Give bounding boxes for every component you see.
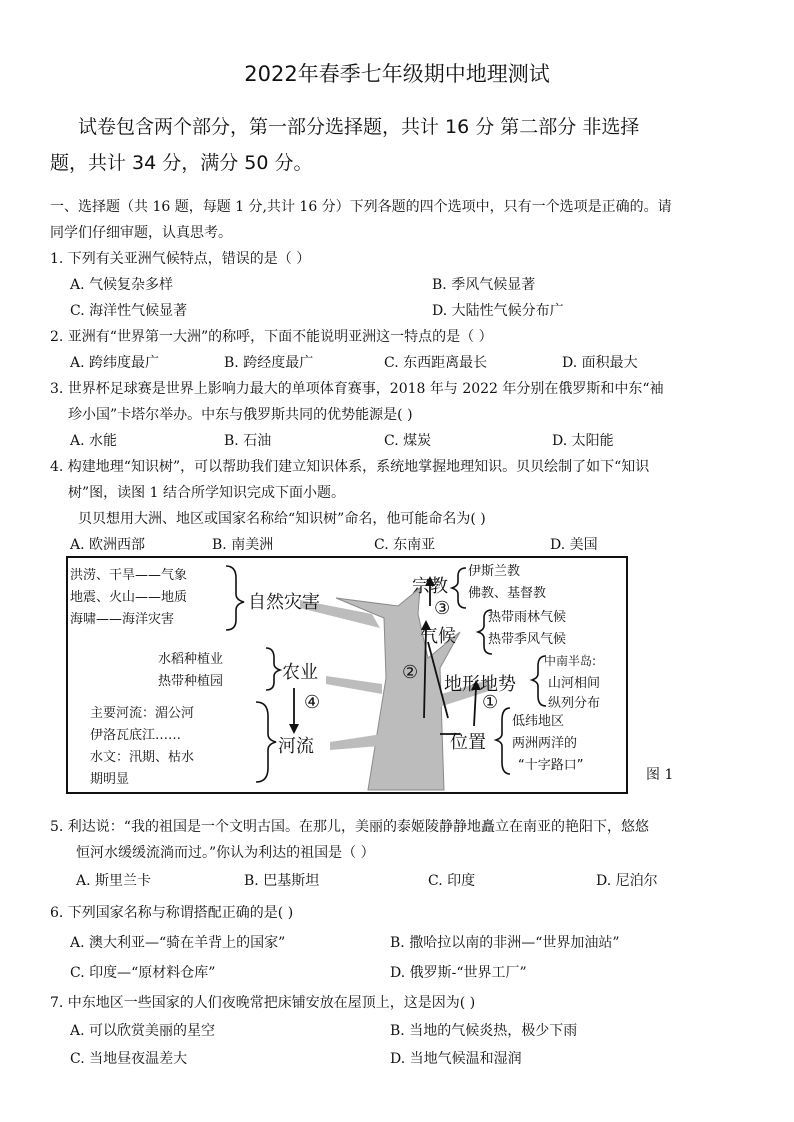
branch-rivers: 河流 bbox=[278, 736, 314, 757]
river-text-obvious: 期明显 bbox=[90, 772, 130, 787]
disaster-text-geological: 地震、火山——地质 bbox=[70, 590, 188, 605]
q1-option-c[interactable]: C. 海洋性气候显著 bbox=[70, 303, 188, 319]
knowledge-tree-figure bbox=[66, 556, 628, 794]
branch-natural-disaster: 自然灾害 bbox=[248, 592, 320, 613]
position-text-two-continents: 两洲两洋的 bbox=[512, 736, 578, 751]
q6-option-b[interactable]: B. 撒哈拉以南的非洲—“世界加油站” bbox=[390, 935, 620, 951]
brace-agriculture bbox=[266, 648, 280, 690]
q6-option-a[interactable]: A. 澳大利亚—“骑在羊背上的国家” bbox=[70, 935, 286, 951]
brace-position bbox=[496, 708, 510, 774]
branch-position: 位置 bbox=[450, 732, 486, 753]
q3-option-a[interactable]: A. 水能 bbox=[70, 433, 118, 449]
section-header-line-1: 一、选择题（共 16 题，每题 1 分,共计 16 分）下列各题的四个选项中，只有一个选项是正确的。请 bbox=[50, 199, 672, 215]
branch-agriculture: 农业 bbox=[282, 662, 318, 683]
q3-option-b[interactable]: B. 石油 bbox=[224, 433, 272, 449]
branch-climate: 气候 bbox=[420, 626, 456, 647]
q2-option-a[interactable]: A. 跨纬度最广 bbox=[70, 355, 160, 371]
terrain-text-longitudinal: 纵列分布 bbox=[548, 696, 601, 711]
q1-option-d[interactable]: D. 大陆性气候分布广 bbox=[432, 303, 564, 319]
q7-option-a[interactable]: A. 可以欣赏美丽的星空 bbox=[70, 1023, 216, 1039]
disaster-text-ocean: 海啸——海洋灾害 bbox=[70, 612, 175, 627]
position-text-crossroads: “十字路口” bbox=[518, 758, 584, 773]
tree-branch-left-low bbox=[330, 734, 382, 750]
question-3-stem-line-2: 珍小国”卡塔尔举办。中东与俄罗斯共同的优势能源是( ) bbox=[68, 407, 413, 423]
q1-option-a[interactable]: A. 气候复杂多样 bbox=[70, 277, 174, 293]
disaster-text-meteorological: 洪涝、干旱——气象 bbox=[70, 568, 188, 583]
q4-option-b[interactable]: B. 南美洲 bbox=[212, 537, 274, 553]
q5-option-b[interactable]: B. 巴基斯坦 bbox=[244, 873, 320, 889]
brace-religion bbox=[452, 568, 466, 608]
q1-option-b[interactable]: B. 季风气候显著 bbox=[432, 277, 536, 293]
section-header-line-2: 同学们仔细审题，认真思考。 bbox=[50, 225, 232, 241]
question-5-stem-line-2: 恒河水缓缓流淌而过。”你认为利达的祖国是（ ） bbox=[76, 845, 375, 861]
page-title: 2022年春季七年级期中地理测试 bbox=[244, 62, 550, 86]
question-4-stem-line-1: 4. 构建地理“知识树”，可以帮助我们建立知识体系，系统地掌握地理知识。贝贝绘制了如下“知识 bbox=[50, 459, 650, 475]
q7-option-c[interactable]: C. 当地昼夜温差大 bbox=[70, 1051, 188, 1067]
river-text-main: 主要河流：湄公河 bbox=[90, 706, 195, 721]
intro-line-2: 题，共计 34 分，满分 50 分。 bbox=[50, 152, 313, 174]
q5-option-d[interactable]: D. 尼泊尔 bbox=[596, 873, 658, 889]
agri-text-plantation: 热带种植园 bbox=[158, 674, 224, 689]
q6-option-d[interactable]: D. 俄罗斯-“世界工厂” bbox=[390, 965, 527, 981]
circled-number-3: ③ bbox=[434, 598, 451, 619]
tree-branch-left-mid bbox=[326, 676, 382, 694]
question-4-sub-stem: 贝贝想用大洲、地区或国家名称给“知识树”命名，他可能命名为( ) bbox=[78, 511, 486, 527]
climate-text-monsoon: 热带季风气候 bbox=[488, 632, 567, 647]
question-4-stem-line-2: 树”图，读图 1 结合所学知识完成下面小题。 bbox=[68, 485, 345, 501]
question-1-stem: 1. 下列有关亚洲气候特点，错误的是（ ） bbox=[50, 251, 311, 267]
river-text-irrawaddy: 伊洛瓦底江…… bbox=[90, 728, 182, 743]
brace-natural-disaster bbox=[226, 566, 244, 630]
intro-line-1: 试卷包含两个部分，第一部分选择题，共计 16 分 第二部分 非选择 bbox=[78, 116, 640, 138]
branch-terrain: 地形地势 bbox=[444, 674, 516, 695]
question-5-stem-line-1: 5. 利达说：“我的祖国是一个文明古国。在那儿，美丽的泰姬陵静静地矗立在南亚的艳阳下，悠悠 bbox=[50, 819, 649, 835]
q2-option-d[interactable]: D. 面积最大 bbox=[562, 355, 638, 371]
figure-caption: 图 1 bbox=[646, 767, 674, 783]
question-6-stem: 6. 下列国家名称与称谓搭配正确的是( ) bbox=[50, 905, 294, 921]
brace-rivers bbox=[256, 702, 276, 782]
q6-option-c[interactable]: C. 印度—“原材料仓库” bbox=[70, 965, 216, 981]
terrain-text-mountains-rivers: 山河相间 bbox=[548, 676, 601, 691]
question-3-stem-line-1: 3. 世界杯足球赛是世界上影响力最大的单项体育赛事，2018 年与 2022 年分别在俄罗斯和中东“袖 bbox=[50, 381, 664, 397]
q2-option-b[interactable]: B. 跨经度最广 bbox=[224, 355, 314, 371]
q7-option-d[interactable]: D. 当地气候温和湿润 bbox=[390, 1051, 522, 1067]
q4-option-d[interactable]: D. 美国 bbox=[550, 537, 598, 553]
question-7-stem: 7. 中东地区一些国家的人们夜晚常把床铺安放在屋顶上，这是因为( ) bbox=[50, 995, 476, 1011]
circled-number-2: ② bbox=[402, 662, 419, 683]
agri-text-rice: 水稻种植业 bbox=[158, 652, 224, 667]
religion-text-buddhism-christianity: 佛教、基督教 bbox=[468, 586, 547, 601]
religion-text-islam: 伊斯兰教 bbox=[468, 564, 521, 579]
q2-option-c[interactable]: C. 东西距离最长 bbox=[384, 355, 488, 371]
question-2-stem: 2. 亚洲有“世界第一大洲”的称呼，下面不能说明亚洲这一特点的是（ ） bbox=[50, 329, 493, 345]
circled-number-1: ① bbox=[482, 692, 499, 713]
climate-text-rainforest: 热带雨林气候 bbox=[488, 610, 567, 625]
terrain-text-peninsula: 中南半岛: bbox=[544, 654, 597, 668]
branch-religion: 宗教 bbox=[412, 576, 448, 597]
q4-option-c[interactable]: C. 东南亚 bbox=[374, 537, 436, 553]
q3-option-c[interactable]: C. 煤炭 bbox=[384, 433, 432, 449]
position-text-low-latitude: 低纬地区 bbox=[512, 714, 565, 729]
q4-option-a[interactable]: A. 欧洲西部 bbox=[70, 537, 146, 553]
q7-option-b[interactable]: B. 当地的气候炎热，极少下雨 bbox=[390, 1023, 578, 1039]
q5-option-a[interactable]: A. 斯里兰卡 bbox=[76, 873, 152, 889]
q3-option-d[interactable]: D. 太阳能 bbox=[552, 433, 614, 449]
river-text-hydrology: 水文：汛期、枯水 bbox=[90, 750, 195, 765]
q5-option-c[interactable]: C. 印度 bbox=[428, 873, 476, 889]
circled-number-4: ④ bbox=[304, 692, 321, 713]
